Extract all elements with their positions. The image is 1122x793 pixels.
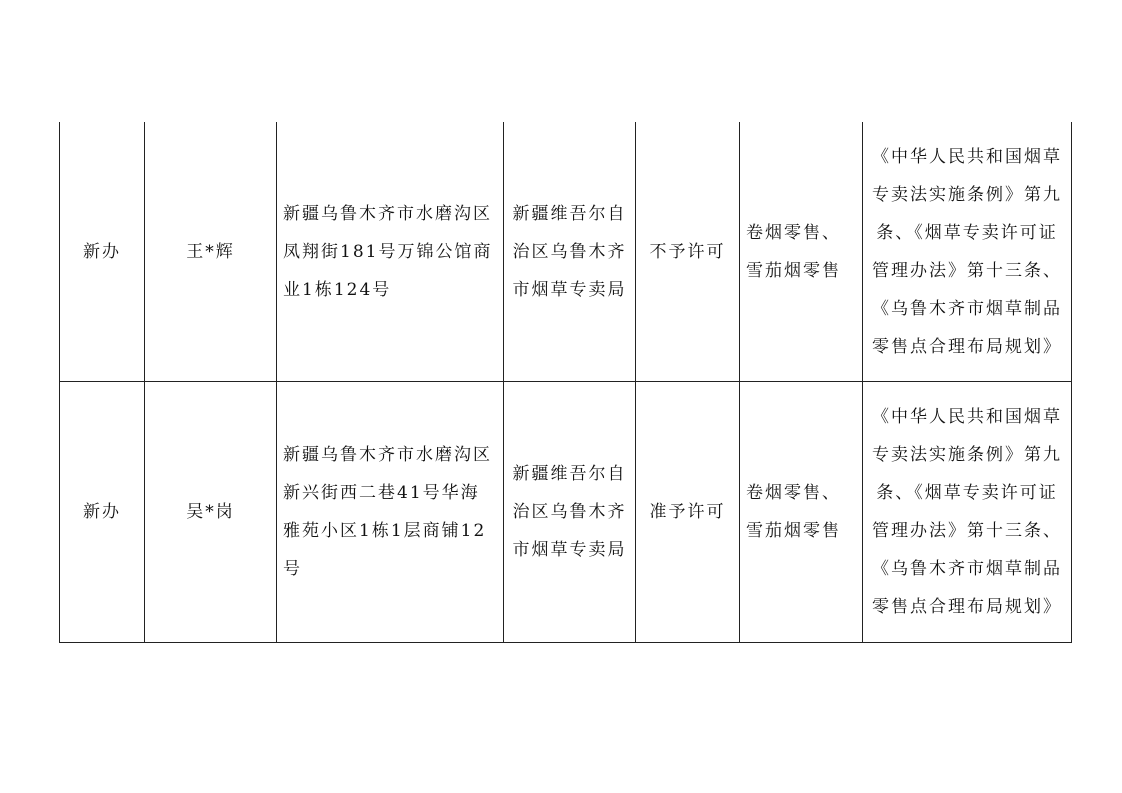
applicant-name-cell: 王*辉 (145, 122, 277, 382)
applicant-name-cell: 吴*岗 (145, 382, 277, 643)
issuing-authority-cell: 新疆维吾尔自治区乌鲁木齐市烟草专卖局 (504, 122, 636, 382)
license-decision-table (59, 122, 1072, 643)
issuing-authority-cell: 新疆维吾尔自治区乌鲁木齐市烟草专卖局 (504, 382, 636, 643)
application-type-cell: 新办 (60, 382, 145, 643)
decision-result-cell: 准予许可 (636, 382, 740, 643)
table-row (60, 122, 1072, 382)
business-scope-cell: 卷烟零售、雪茄烟零售 (740, 382, 863, 643)
business-address-cell: 新疆乌鲁木齐市水磨沟区凤翔街181号万锦公馆商业1栋124号 (277, 122, 504, 382)
legal-basis-cell: 《中华人民共和国烟草专卖法实施条例》第九条、《烟草专卖许可证管理办法》第十三条、《乌鲁木齐市烟草制品零售点合理布局规划》 (863, 122, 1072, 382)
business-address-cell: 新疆乌鲁木齐市水磨沟区新兴街西二巷41号华海雅苑小区1栋1层商铺12号 (277, 382, 504, 643)
business-scope-cell: 卷烟零售、雪茄烟零售 (740, 122, 863, 382)
legal-basis-cell: 《中华人民共和国烟草专卖法实施条例》第九条、《烟草专卖许可证管理办法》第十三条、《乌鲁木齐市烟草制品零售点合理布局规划》 (863, 382, 1072, 643)
decision-result-cell: 不予许可 (636, 122, 740, 382)
table-row (60, 382, 1072, 643)
application-type-cell: 新办 (60, 122, 145, 382)
